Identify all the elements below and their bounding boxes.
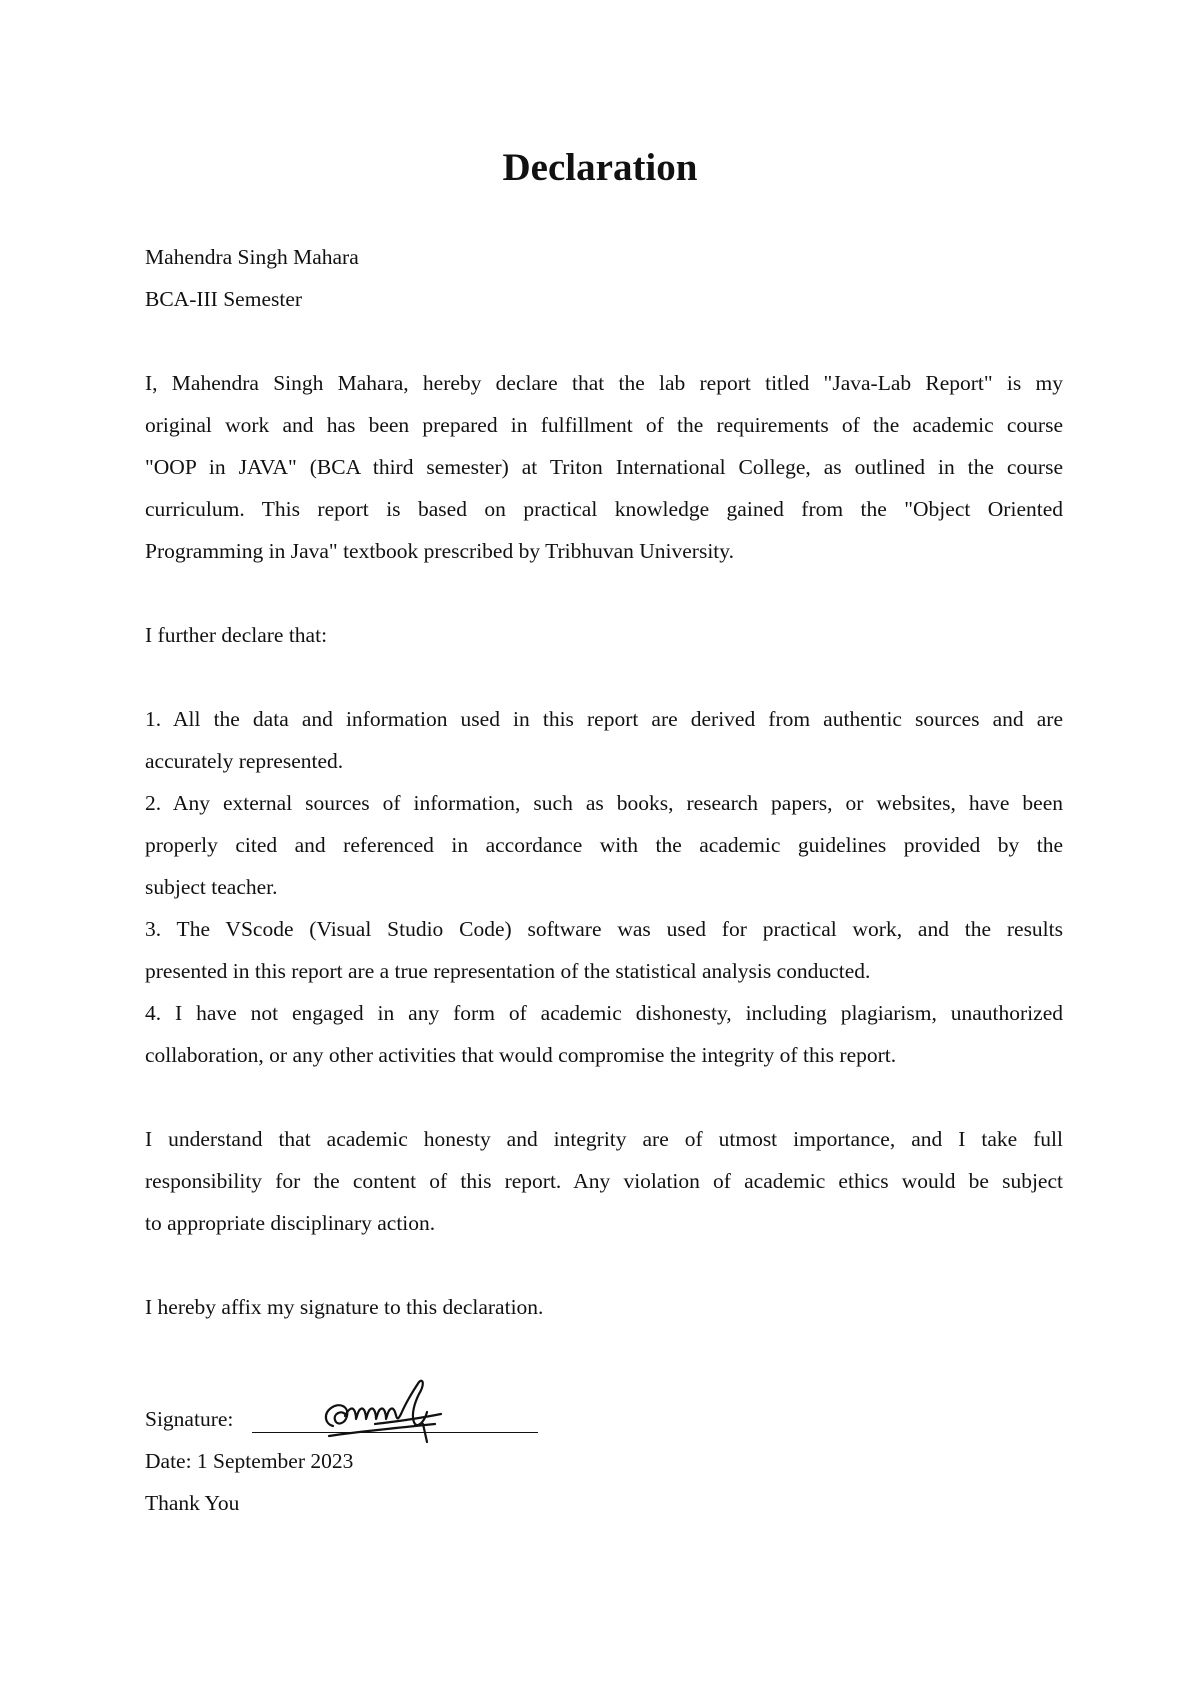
understand-paragraph: [145, 1118, 1063, 1244]
point-line: presented in this report are a true representation of the statistical analysis conducted.: [145, 959, 871, 983]
point-line: 4. I have not engaged in any form of academic dishonesty, including plagiarism, unauthorized: [145, 1001, 1063, 1025]
signature-row: [145, 1398, 745, 1440]
point-line: 1. All the data and information used in this report are derived from authentic sources and are: [145, 707, 1063, 731]
declaration-points: [145, 698, 1063, 1076]
further-declare: [145, 614, 1063, 656]
page-title: Declaration: [502, 146, 698, 189]
point-line: 2. Any external sources of information, such as books, research papers, or websites, have been: [145, 791, 1063, 815]
handwritten-signature: [315, 1370, 445, 1450]
semester: BCA-III Semester: [145, 287, 303, 311]
closing-block: [145, 1440, 1063, 1524]
understand-line: responsibility for the content of this report. Any violation of academic ethics would be subject: [145, 1169, 1063, 1193]
intro-line: Programming in Java" textbook prescribed by Tribhuvan University.: [145, 539, 735, 563]
further-declare-text: I further declare that:: [145, 623, 328, 647]
intro-paragraph: [145, 362, 1063, 572]
understand-line: I understand that academic honesty and integrity are of utmost importance, and I take full: [145, 1127, 1063, 1151]
signature-label: Signature:: [145, 1407, 234, 1431]
intro-line: curriculum. This report is based on practical knowledge gained from the "Object Oriented: [145, 497, 1063, 521]
author-name: Mahendra Singh Mahara: [145, 245, 359, 269]
point-line: subject teacher.: [145, 875, 278, 899]
intro-line: I, Mahendra Singh Mahara, hereby declare that the lab report titled "Java-Lab Report" is my: [145, 371, 1063, 395]
affix-paragraph: [145, 1286, 1063, 1328]
point-line: properly cited and referenced in accordance with the academic guidelines provided by the: [145, 833, 1063, 857]
understand-line: to appropriate disciplinary action.: [145, 1211, 436, 1235]
closing-text: Thank You: [145, 1491, 240, 1515]
author-block: [145, 236, 1063, 320]
date-line: Date: 1 September 2023: [145, 1449, 354, 1473]
intro-line: original work and has been prepared in fulfillment of the requirements of the academic course: [145, 413, 1063, 437]
affix-line: I hereby affix my signature to this declaration.: [145, 1295, 544, 1319]
point-line: collaboration, or any other activities that would compromise the integrity of this report.: [145, 1043, 897, 1067]
point-line: accurately represented.: [145, 749, 344, 773]
intro-line: "OOP in JAVA" (BCA third semester) at Triton International College, as outlined in the course: [145, 455, 1063, 479]
point-line: 3. The VScode (Visual Studio Code) software was used for practical work, and the results: [145, 917, 1063, 941]
